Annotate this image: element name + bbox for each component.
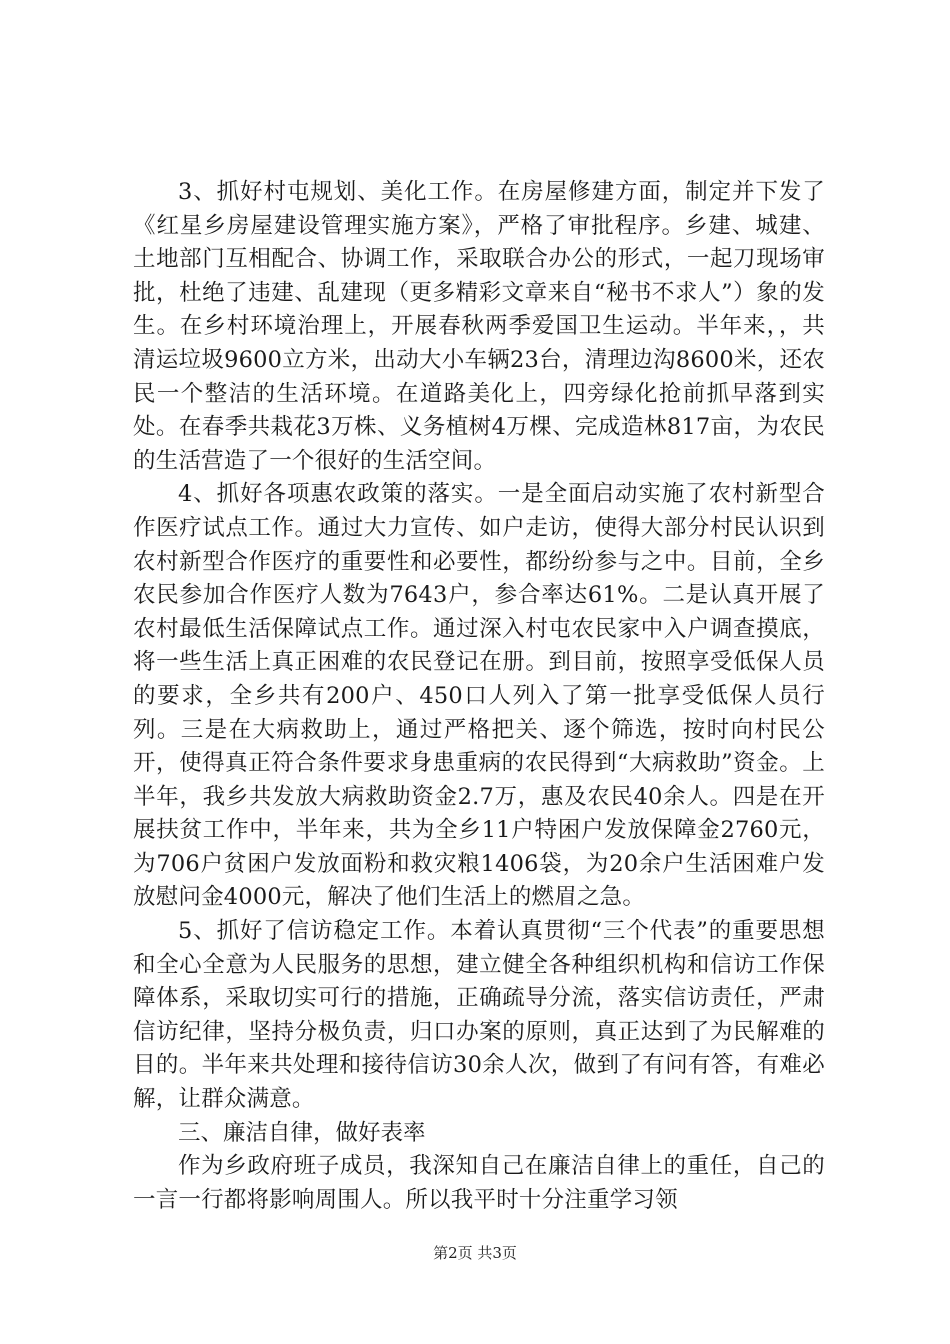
paragraph-petition-stability: 5、抓好了信访稳定工作。本着认真贯彻“三个代表”的重要思想和全心全意为人民服务的思想，建立健全各种组织机构和信访工作保障体系，采取切实可行的措施，正确疏导分流，落实信访责任，严肃信访纪律，坚持分极负责，归口办案的原则，真正达到了为民解难的目的。半年来共处理和接待信访30余人次，做到了有问有答，有难必解，让群众满意。 bbox=[133, 918, 825, 1113]
page-number-footer: 第2页 共3页 bbox=[433, 1244, 517, 1262]
document-body bbox=[133, 176, 825, 1217]
section-heading: 三、廉洁自律，做好表率 bbox=[178, 1119, 426, 1146]
paragraph-village-planning: 3、抓好村屯规划、美化工作。在房屋修建方面，制定并下发了《红星乡房屋建设管理实施方案》，严格了审批程序。乡建、城建、土地部门互相配合、协调工作，采取联合办公的形式，一起刀现场审批，杜绝了违建、乱建现（更多精彩文章来自“秘书不求人”）象的发生。在乡村环境治理上，开展春秋两季爱国卫生运动。半年来，，共清运垃圾9600立方米，出动大小车辆23台，清理边沟8600米，还农民一个整洁的生活环境。在道路美化上，四旁绿化抢前抓早落到实处。在春季共栽花3万株、义务植树4万棵、完成造林817亩，为农民的生活营造了一个很好的生活空间。 bbox=[133, 179, 825, 474]
paragraph-agricultural-policies: 4、抓好各项惠农政策的落实。一是全面启动实施了农村新型合作医疗试点工作。通过大力宣传、如户走访，使得大部分村民认识到农村新型合作医疗的重要性和必要性，都纷纷参与之中。目前，全乡农民参加合作医疗人数为7643户，参合率达61%。二是认真开展了农村最低生活保障试点工作。通过深入村屯农民家中入户调查摸底，将一些生活上真正困难的农民登记在册。到目前，按照享受低保人员的要求，全乡共有200户、450口人列入了第一批享受低保人员行列。三是在大病救助上，通过严格把关、逐个筛选，按时向村民公开，使得真正符合条件要求身患重病的农民得到“大病救助”资金。上半年，我乡共发放大病救助资金2.7万，惠及农民40余人。四是在开展扶贫工作中，半年来，共为全乡11户特困户发放保障金2760元，为706户贫困户发放面粉和救灾粮1406袋，为20余户生活困难户发放慰问金4000元，解决了他们生活上的燃眉之急。 bbox=[133, 481, 825, 911]
paragraph-integrity: 作为乡政府班子成员，我深知自己在廉洁自律上的重任，自己的一言一行都将影响周围人。所以我平时十分注重学习领 bbox=[133, 1153, 825, 1213]
